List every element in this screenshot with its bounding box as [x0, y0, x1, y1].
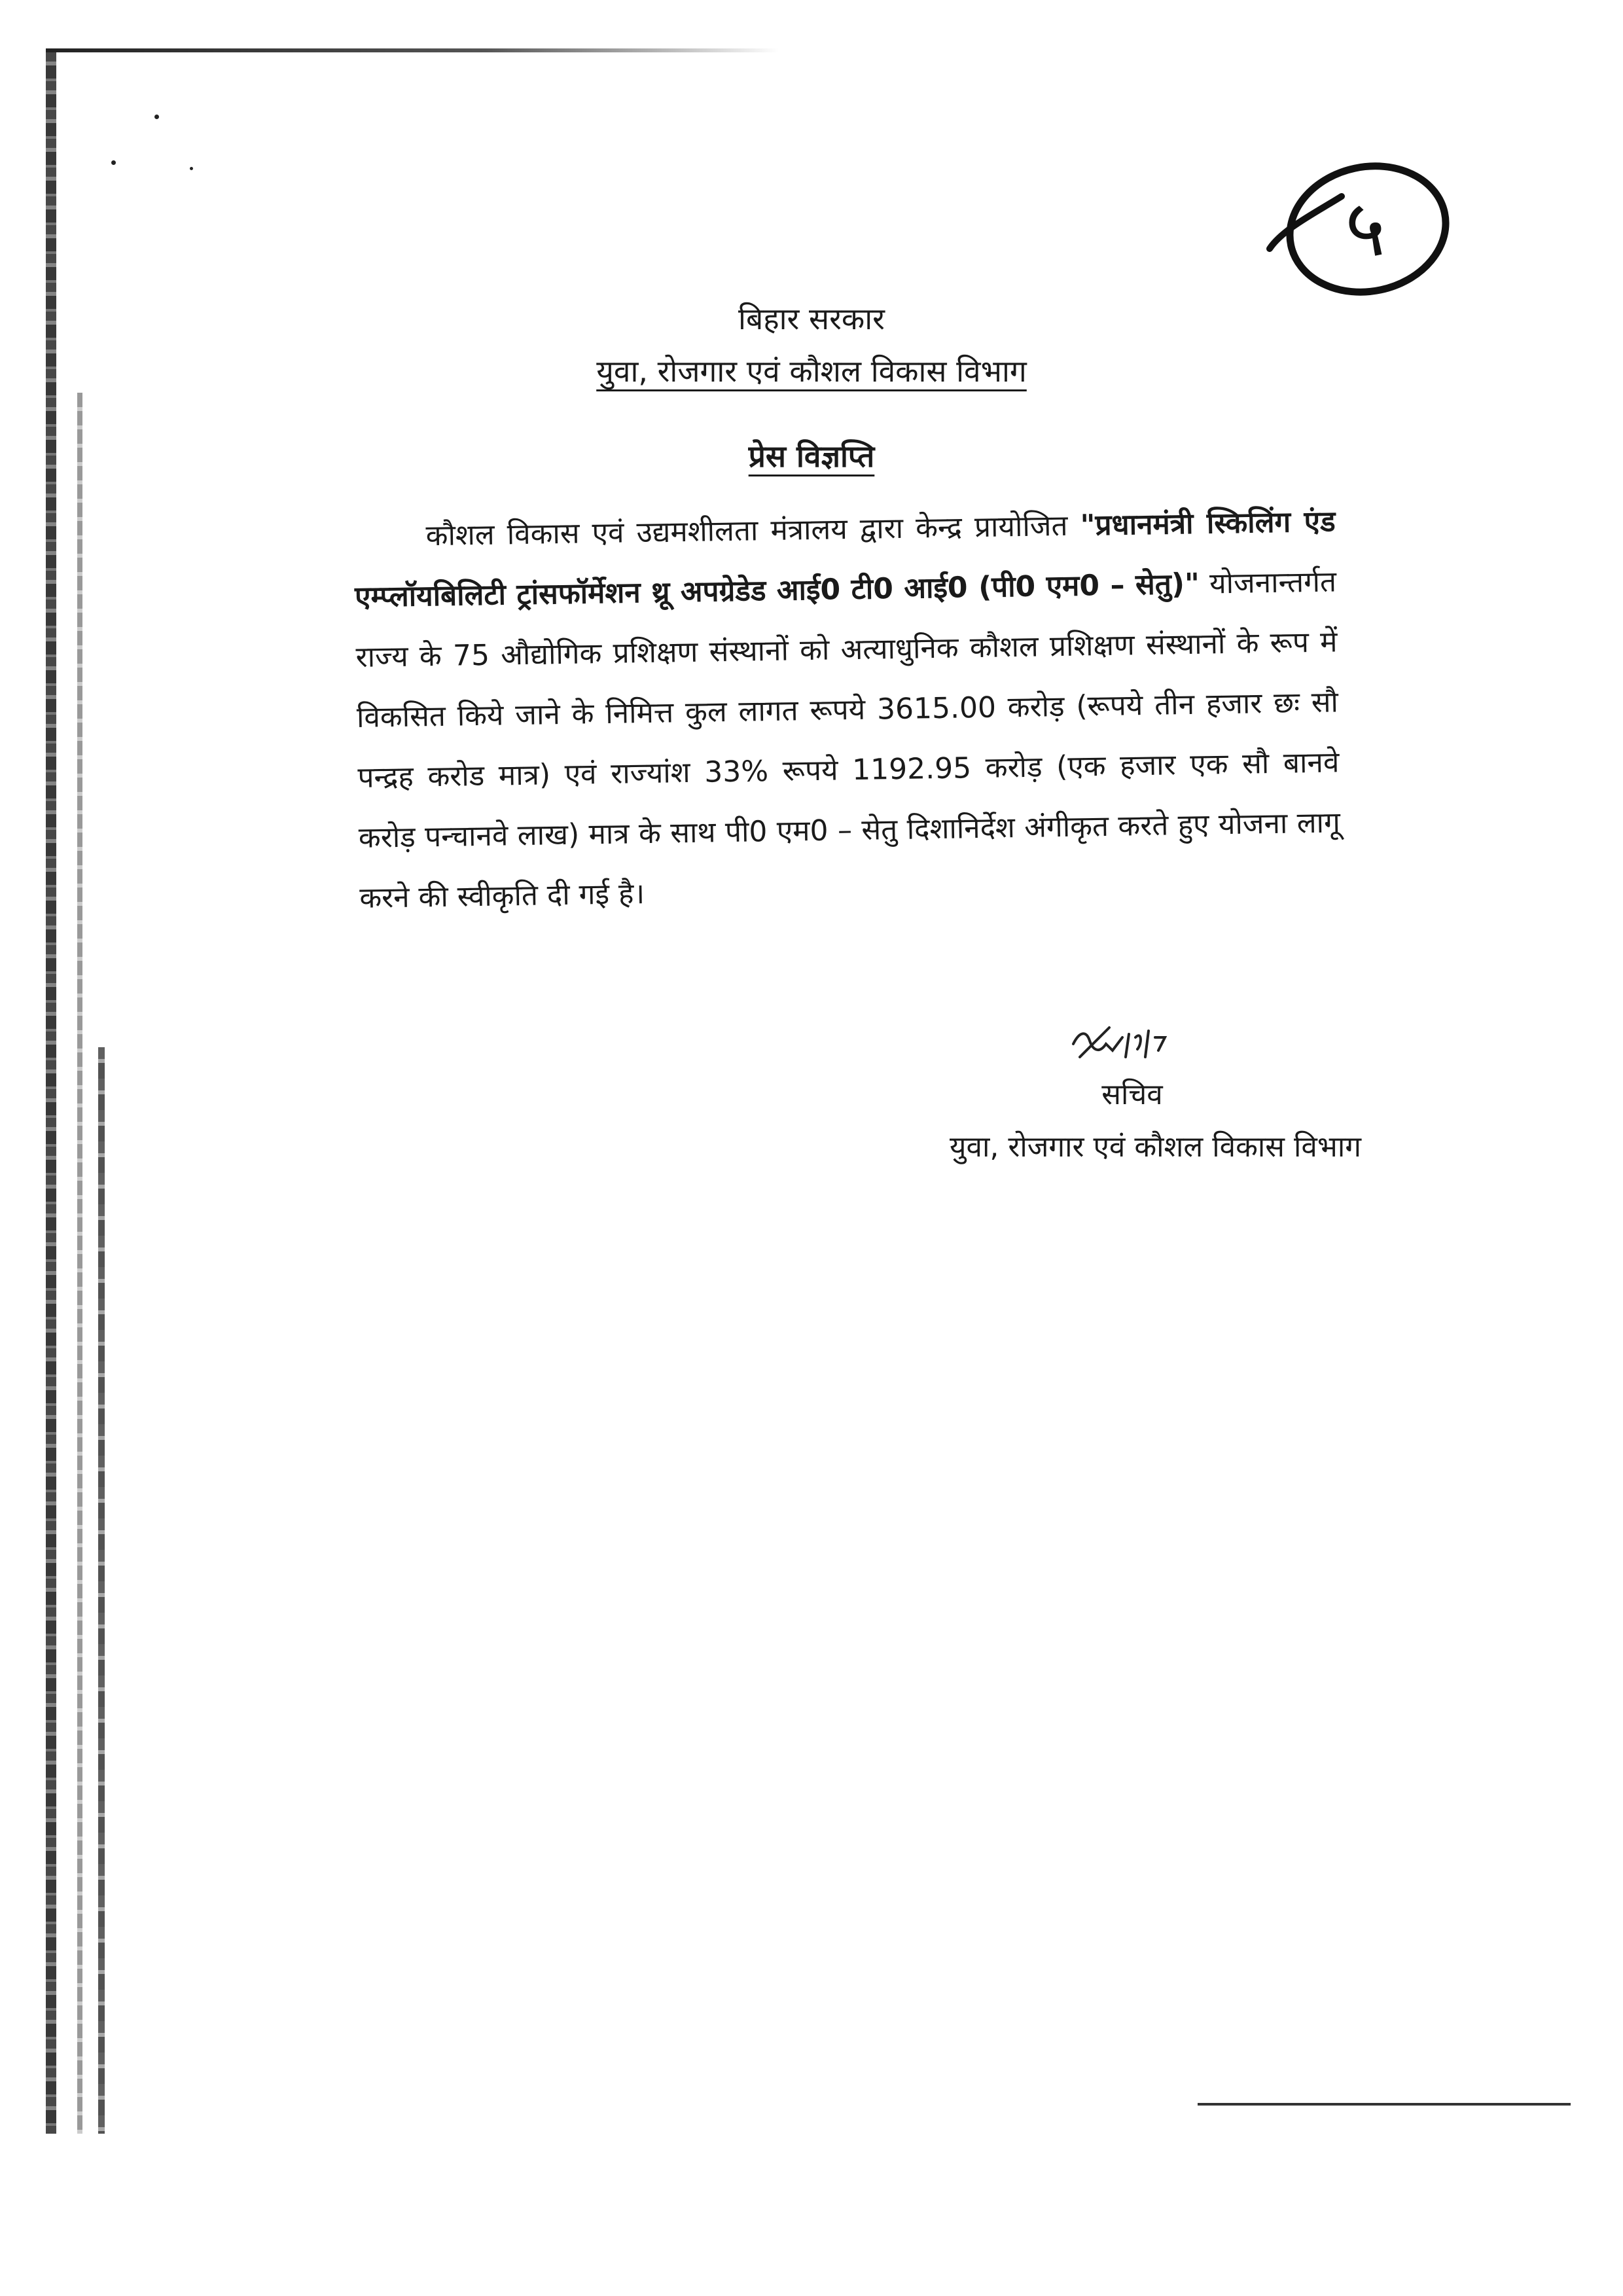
- body-text-part2: योजनान्तर्गत राज्य के 75 औद्योगिक प्रशिक्षण संस्थानों को अत्याधुनिक कौशल प्रशिक्षण संस्थानों के रूप में विकसित किये जाने के निमित्त कुल लागत रूपये 3615.00 करोड़ (रूपये तीन हजार छः सौ पन्द्रह करोड मात्र) एवं राज्यांश 33% रूपये 1192.95 करोड़ (एक हजार एक सौ बानवे करोड़ पन्चानवे लाख) मात्र के साथ पी0 एम0 – सेतु दिशानिर्देश अंगीकृत करते हुए योजना लागू करने की स्वीकृति दी गई है।: [355, 565, 1341, 915]
- department-title: युवा, रोजगार एवं कौशल विकास विभाग: [596, 353, 1027, 389]
- scan-border-left-shadow: [98, 1047, 105, 2134]
- scan-border-top: [46, 48, 779, 52]
- handwritten-signature: [1060, 1005, 1191, 1083]
- page-number-text: ५: [1345, 183, 1386, 274]
- scan-speck: [190, 167, 193, 170]
- page-number-mark: [1243, 151, 1466, 314]
- scan-speck: [111, 160, 116, 165]
- government-title: बिहार सरकार: [738, 301, 885, 336]
- signatory-department: युवा, रोजगार एवं कौशल विकास विभाग: [950, 1130, 1361, 1164]
- scan-speck: [154, 115, 159, 119]
- press-release-body: [353, 492, 1342, 928]
- scan-border-bottom: [1198, 2103, 1571, 2106]
- press-release-title: प्रेस विज्ञप्ति: [748, 439, 875, 474]
- scheme-name: "प्रधानमंत्री स्किलिंग एंड एम्प्लॉयबिलिटी ट्रांसफॉर्मेशन थ्रू अपग्रेडेड आई0 टी0 आई0 (पी0 एम0 – सेतु)": [354, 505, 1336, 614]
- body-text-part1: कौशल विकास एवं उद्यमशीलता मंत्रालय द्वारा केन्द्र प्रायोजित: [425, 509, 1081, 553]
- scan-border-left-inner: [77, 393, 82, 2134]
- signatory-designation: सचिव: [1101, 1078, 1163, 1111]
